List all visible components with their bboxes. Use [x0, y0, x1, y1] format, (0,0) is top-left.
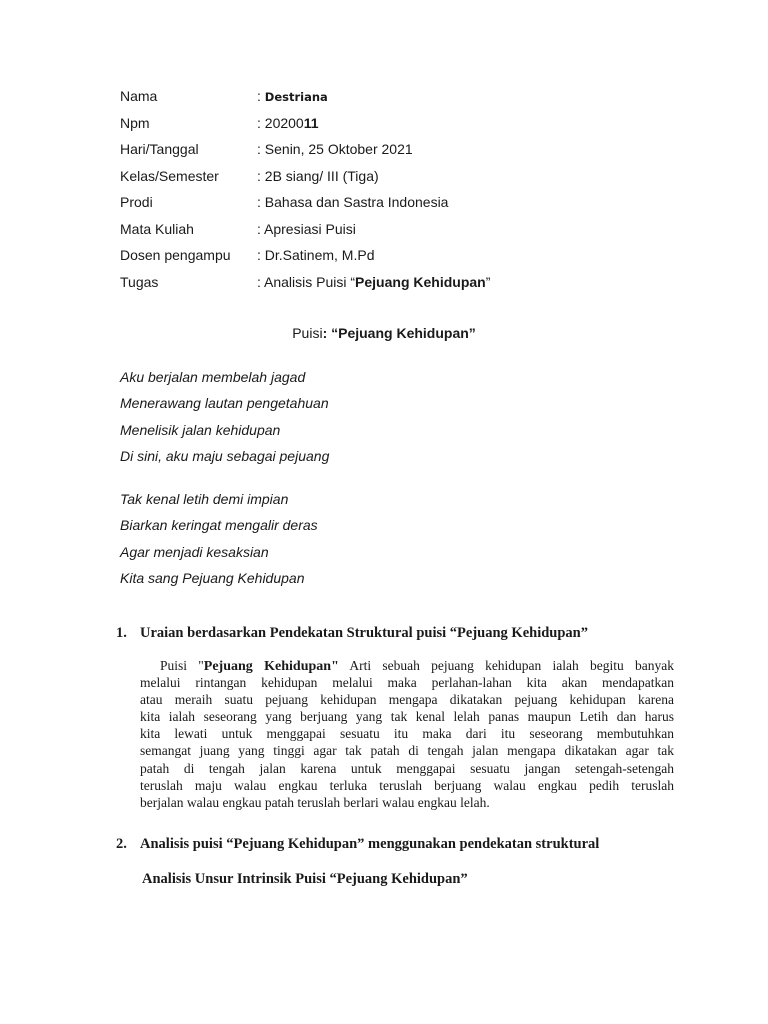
poem-line: Agar menjadi kesaksian [120, 543, 269, 560]
info-value [257, 273, 490, 291]
info-label: Nama [120, 88, 158, 104]
first-line-bold: Pejuang Kehidupan" [203, 659, 339, 674]
poem-line: Biarkan keringat mengalir deras [120, 517, 318, 534]
task-title-bold: Pejuang Kehidupan [355, 273, 486, 290]
poem-line: Kita sang Pejuang Kehidupan [120, 569, 305, 586]
poem-stanza-1 [120, 368, 329, 473]
info-value: : 2B siang/ III (Tiga) [257, 167, 379, 184]
student-name: Destriana [264, 90, 328, 104]
poem-line: Menelisik jalan kehidupan [120, 421, 281, 438]
info-colon: : [257, 88, 265, 104]
poem-line: Di sini, aku maju sebagai pejuang [120, 447, 330, 464]
info-label: Dosen pengampu [120, 247, 231, 263]
first-line-rest: Arti sebuah pejuang kehidupan ialah begitu banyak [338, 658, 675, 673]
section-title: Analisis puisi “Pejuang Kehidupan” menggunakan pendekatan struktural [140, 836, 600, 852]
paragraph-line: berjalan walau engkau patah teruslah berlari walau engkau lelah. [140, 794, 490, 810]
paragraph-line: teruslah maju walau engkau terluka teruslah berjuang walau engkau pedih teruslah [140, 777, 674, 793]
section-title: Uraian berdasarkan Pendekatan Struktural puisi “Pejuang Kehidupan” [140, 625, 588, 641]
task-suffix: ” [485, 273, 491, 290]
poem-line: Tak kenal letih demi impian [120, 491, 289, 507]
poem-stanza-2 [120, 490, 318, 595]
poem-title [0, 324, 768, 342]
paragraph-line: kita lewati untuk menggapai sesuatu itu maka dari itu seseorang membutuhkan [140, 726, 674, 742]
section-number: 1. [116, 625, 127, 641]
paragraph-line: kita ialah seseorang yang berjuang yang tak kenal lelah panas maupun Letih dan harus [140, 709, 674, 725]
poem-line: Menerawang lautan pengetahuan [120, 395, 329, 412]
paragraph-line: melalui rintangan kehidupan melalui maka perlahan-lahan kita akan mendapatkan [140, 675, 674, 691]
task-prefix: : Analisis Puisi “ [257, 273, 356, 290]
section-1-paragraph [140, 657, 674, 811]
paragraph-line: atau meraih suatu pejuang kehidupan mengapa dikatakan pejuang kehidupan karena [140, 692, 674, 708]
paragraph-line: patah di tengah jalan karena untuk menggapai sesuatu jangan setengah-setengah [140, 760, 674, 776]
section-number: 2. [116, 836, 127, 852]
first-line-prefix: Puisi " [160, 658, 204, 673]
npm-prefix: : 20200 [257, 114, 304, 131]
info-value: : Dr.Satinem, M.Pd [257, 247, 375, 263]
section-1-heading [116, 624, 588, 642]
poem-title-prefix: Puisi [292, 325, 323, 341]
info-label: Tugas [120, 273, 159, 290]
poem-title-bold: : “Pejuang Kehidupan” [322, 325, 476, 341]
npm-bold-digits: 11 [303, 114, 319, 131]
info-value [257, 114, 319, 132]
info-label: Hari/Tanggal [120, 141, 199, 157]
paragraph-line: semangat juang yang tinggi agar tak patah di tengah jalan mengapa dikatakan agar tak [140, 743, 674, 759]
info-value: : Senin, 25 Oktober 2021 [257, 141, 413, 157]
poem-line: Aku berjalan membelah jagad [120, 369, 306, 385]
info-label: Npm [120, 114, 150, 131]
info-label: Prodi [120, 194, 153, 210]
info-value [257, 87, 328, 106]
info-label: Kelas/Semester [120, 167, 219, 184]
info-value: : Bahasa dan Sastra Indonesia [257, 194, 449, 210]
section-2-heading [116, 835, 599, 853]
info-label: Mata Kuliah [120, 220, 194, 237]
info-value: : Apresiasi Puisi [257, 220, 356, 237]
section-2-subheading: Analisis Unsur Intrinsik Puisi “Pejuang Kehidupan” [142, 871, 468, 887]
paragraph-first-line [140, 657, 674, 674]
